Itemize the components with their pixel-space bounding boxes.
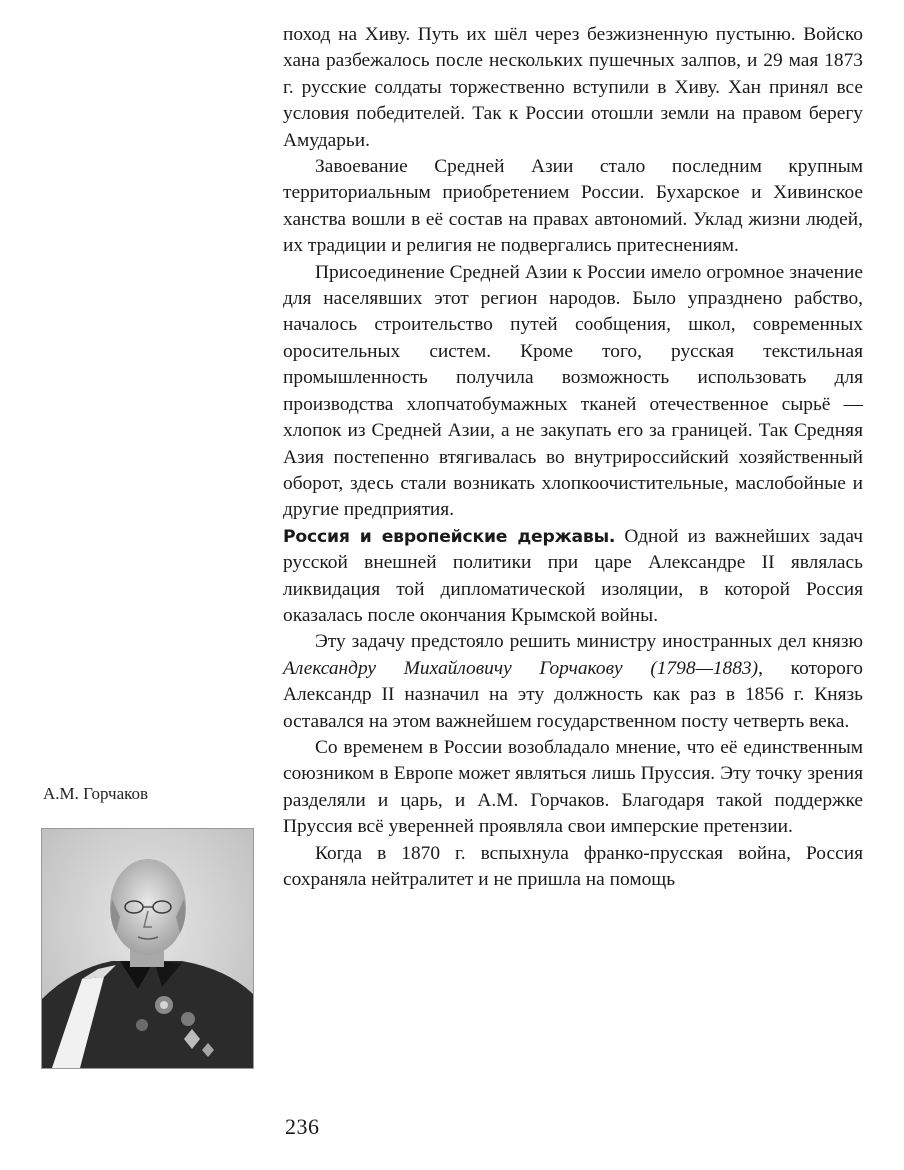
section-heading: Россия и европейские державы. <box>283 526 616 547</box>
paragraph-gorchakov <box>283 629 863 735</box>
portrait-caption: А.М. Горчаков <box>43 784 149 803</box>
paragraph-conquest: Завоевание Средней Азии стало последним крупным территориальным приобретением России. Бухарское и Хивинское ханства вошли в её состав на правах автономий. Уклад жизни людей, их традиции и религия не подвергались притеснениям. <box>283 156 863 257</box>
main-text-column <box>283 22 863 893</box>
paragraph-significance: Присоединение Средней Азии к России имело огромное значение для населявших этот регион народов. Было упразднено рабство, началось строительство путей сообщения, школ, современных оросительных систем. Кроме того, русская текстильная промышленность получила возможность использовать для производства хлопчатобумажных тканей отечественное сырьё — хлопок из Средней Азии, а не закупать его за границей. Так Средняя Азия постепенно втягивалась во внутрироссийский хозяйственный оборот, здесь стали возникать хлопкоочистительные, маслобойные и другие предприятия. <box>283 261 863 521</box>
paragraph-prussia: Со временем в России возобладало мнение, что её единственным союзником в Европе может являться лишь Пруссия. Эту точку зрения разделяли и царь, и А.М. Горчаков. Благодаря такой поддержке Пруссия всё уверенней проявляла свои имперские претензии. <box>283 736 863 838</box>
page-number: 236 <box>285 1114 320 1139</box>
paragraph-gorchakov-start: Эту задачу предстояло решить министру иностранных дел князю <box>315 631 863 653</box>
paragraph-khiva: поход на Хиву. Путь их шёл через безжизненную пустыню. Войско хана разбежалось после нескольких пушечных залпов, и 29 мая 1873 г. русские солдаты торжественно вступили в Хиву. Хан принял все условия победителей. Так к России отошли земли на правом берегу Амударьи. <box>283 24 863 151</box>
paragraph-gorchakov-end: , которого Александр II назначил на эту должность как раз в 1856 г. Князь оставался на этом важнейшем государственном посту четверть века. <box>283 657 864 732</box>
paragraph-war-1870: Когда в 1870 г. вспыхнула франко-прусская война, Россия сохраняла нейтралитет и не пришла на помощь <box>283 842 863 890</box>
gorchakov-name: Александру Михайловичу Горчакову (1798—1883) <box>283 657 759 679</box>
paragraph-europe-text: Одной из важнейших задач русской внешней политики при царе Александре II являлась ликвидация той дипломатической изоляции, в которой Россия оказалась после окончания Крымской войны. <box>283 525 863 626</box>
portrait-image <box>41 828 254 1069</box>
paragraph-europe <box>283 524 863 630</box>
